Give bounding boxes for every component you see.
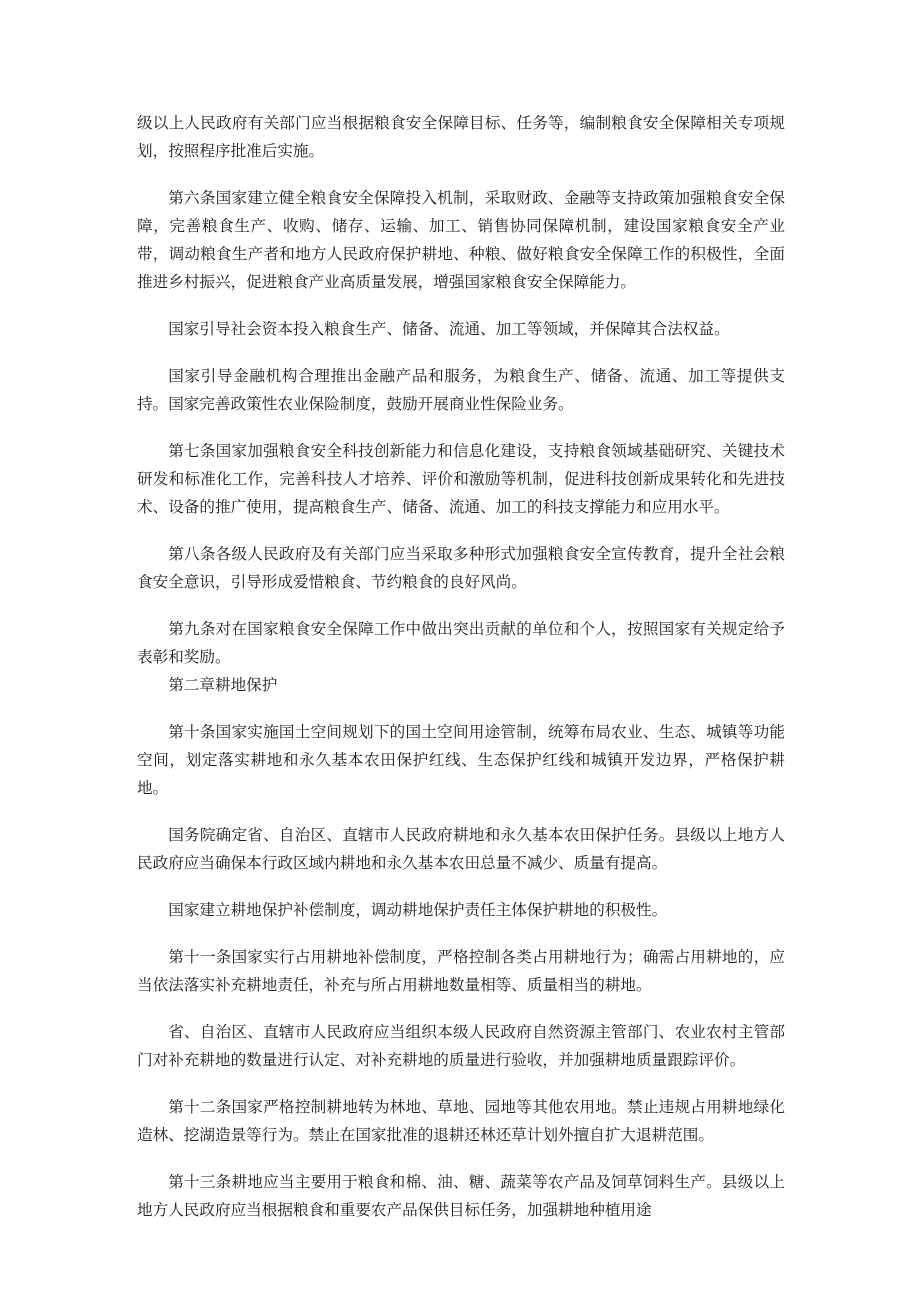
paragraph-provincial-verification: 省、自治区、直辖市人民政府应当组织本级人民政府自然资源主管部门、农业农村主管部门对补充耕地的数量进行认定、对补充耕地的质量进行验收，并加强耕地质量跟踪评价。 <box>137 1023 785 1069</box>
paragraph-article-12: 第十二条国家严格控制耕地转为林地、草地、园地等其他农用地。禁止违规占用耕地绿化造林、挖湖造景等行为。禁止在国家批准的退耕还林还草计划外擅自扩大退耕范围。 <box>137 1098 785 1144</box>
paragraph-compensation-system: 国家建立耕地保护补偿制度，调动耕地保护责任主体保护耕地的积极性。 <box>168 901 668 919</box>
paragraph-social-capital: 国家引导社会资本投入粮食生产、储备、流通、加工等领域，并保障其合法权益。 <box>168 320 730 338</box>
document-page <box>137 109 785 1243</box>
paragraph-state-council: 国务院确定省、自治区、直辖市人民政府耕地和永久基本农田保护任务。县级以上地方人民政府应当确保本行政区域内耕地和永久基本农田总量不减少、质量有提高。 <box>137 826 785 872</box>
paragraph-article-7: 第七条国家加强粮食安全科技创新能力和信息化建设，支持粮食领域基础研究、关键技术研发和标准化工作，完善科技人才培养、评价和激励等机制，促进科技创新成果转化和先进技术、设备的推广使用，提高粮食生产、储备、流通、加工的科技支撑能力和应用水平。 <box>137 442 785 516</box>
paragraph-1: 级以上人民政府有关部门应当根据粮食安全保障目标、任务等，编制粮食安全保障相关专项规划，按照程序批准后实施。 <box>137 114 785 160</box>
paragraph-article-8: 第八条各级人民政府及有关部门应当采取多种形式加强粮食安全宣传教育，提升全社会粮食安全意识，引导形成爱惜粮食、节约粮食的良好风尚。 <box>137 545 785 591</box>
chapter-heading: 第二章耕地保护 <box>168 676 278 694</box>
paragraph-article-10: 第十条国家实施国土空间规划下的国土空间用途管制，统筹布局农业、生态、城镇等功能空间，划定落实耕地和永久基本农田保护红线、生态保护红线和城镇开发边界，严格保护耕地。 <box>137 723 785 797</box>
paragraph-article-6: 第六条国家建立健全粮食安全保障投入机制，采取财政、金融等支持政策加强粮食安全保障，完善粮食生产、收购、储存、运输、加工、销售协同保障机制，建设国家粮食安全产业带，调动粮食生产者和地方人民政府保护耕地、种粮、做好粮食安全保障工作的积极性，全面推进乡村振兴，促进粮食产业高质量发展，增强国家粮食安全保障能力。 <box>137 189 785 291</box>
paragraph-article-13: 第十三条耕地应当主要用于粮食和棉、油、糖、蔬菜等农产品及饲草饲料生产。县级以上地方人民政府应当根据粮食和重要农产品保供目标任务，加强耕地种植用途 <box>137 1173 785 1219</box>
paragraph-financial-institutions: 国家引导金融机构合理推出金融产品和服务，为粮食生产、储备、流通、加工等提供支持。国家完善政策性农业保险制度，鼓励开展商业性保险业务。 <box>137 367 785 413</box>
paragraph-article-9: 第九条对在国家粮食安全保障工作中做出突出贡献的单位和个人，按照国家有关规定给予表彰和奖励。 <box>137 620 785 666</box>
paragraph-article-11: 第十一条国家实行占用耕地补偿制度，严格控制各类占用耕地行为；确需占用耕地的，应当依法落实补充耕地责任，补充与所占用耕地数量相等、质量相当的耕地。 <box>137 948 785 994</box>
